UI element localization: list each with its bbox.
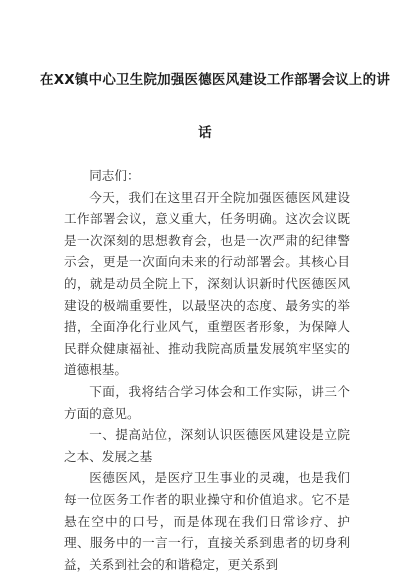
greeting-paragraph: 同志们： bbox=[89, 168, 140, 183]
body-paragraph: 医德医风，是医疗卫生事业的灵魂，也是我们每一位医务工作者的职业操守和价值追求。它不是悬在空中的口号，而是体现在我们日常诊疗、护理、服务中的一言一行，直接关系到患者的切身利益，关系到社会的和谐稳定，更关系到 bbox=[64, 470, 350, 572]
document-body bbox=[64, 165, 350, 575]
document-title-line-1: 在XX镇中心卫生院加强医德医风建设工作部署会议上的讲 bbox=[40, 72, 391, 88]
body-paragraph: 今天，我们在这里召开全院加强医德医风建设工作部署会议，意义重大，任务明确。这次会议既是一次深刻的思想教育会，也是一次严肃的纪律警示会，更是一次面向未来的行动部署会。其核心目的，就是动员全院上下，深刻认识新时代医德医风建设的极端重要性，以最坚决的态度、最务实的举措，全面净化行业风气，重塑医者形象，为保障人民群众健康福祉、推动我院高质量发展筑牢坚实的道德根基。 bbox=[64, 189, 350, 378]
body-paragraph: 下面，我将结合学习体会和工作实际，讲三个方面的意见。 bbox=[64, 383, 350, 421]
section-heading: 一、提高站位，深刻认识医德医风建设是立院之本、发展之基 bbox=[64, 427, 350, 464]
document-title-line-2: 话 bbox=[198, 125, 212, 141]
